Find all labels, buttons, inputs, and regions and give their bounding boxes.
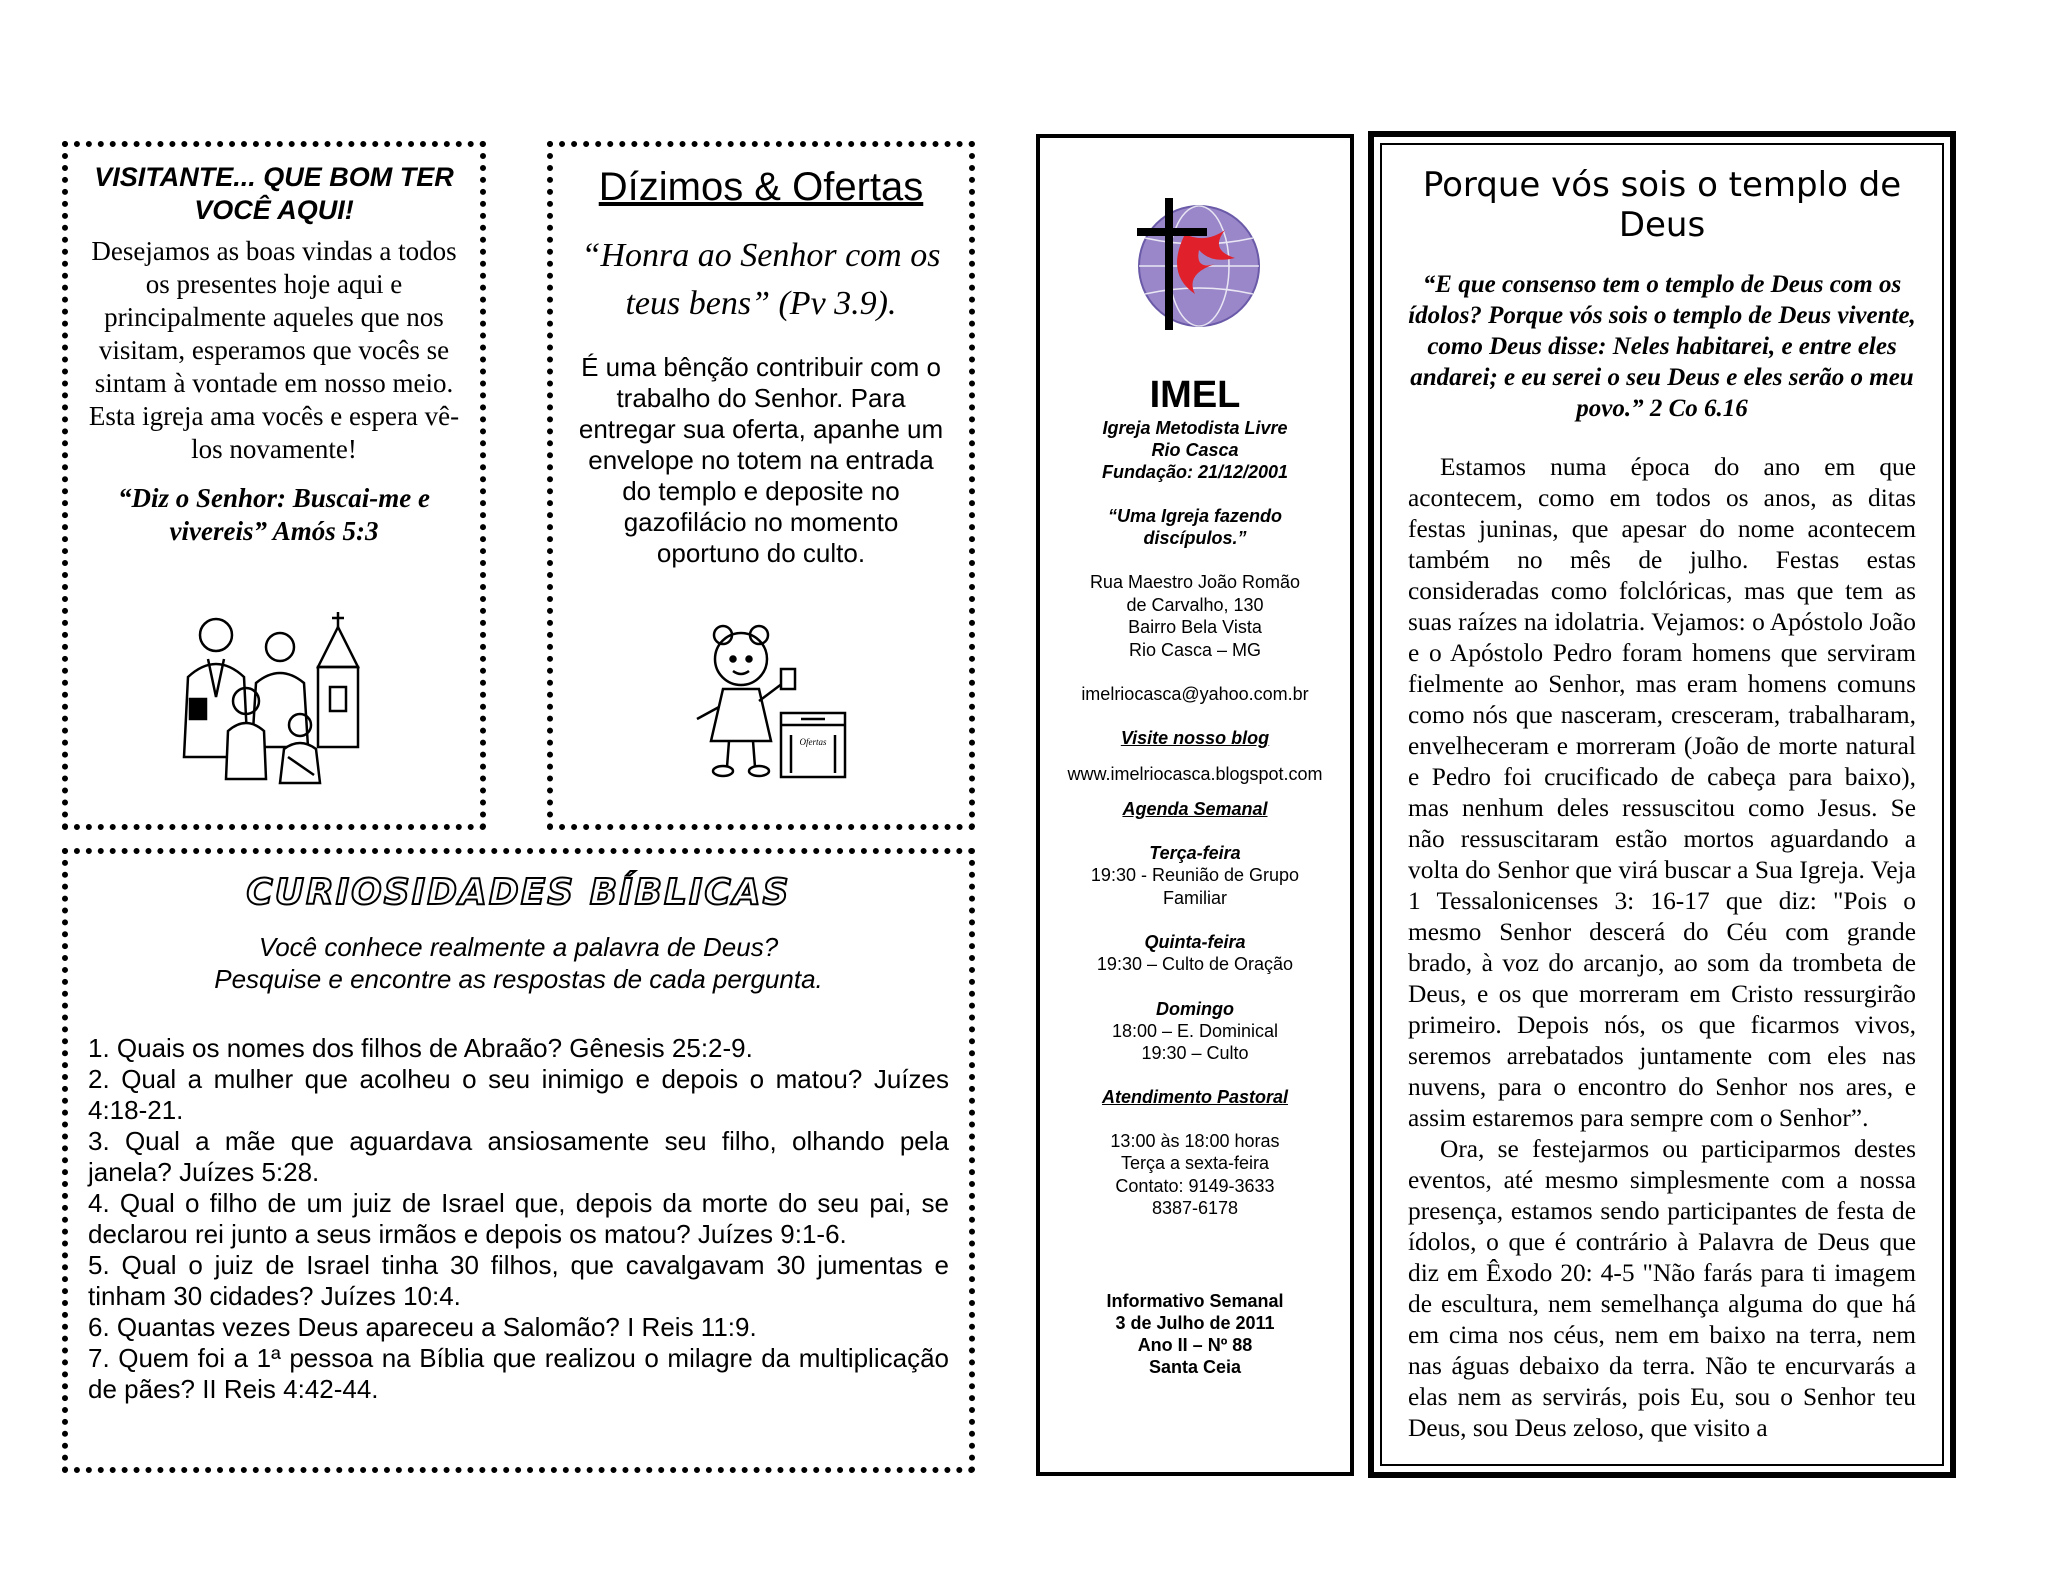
trivia-question: 6. Quantas vezes Deus apareceu a Salomão? I Reis 11:9. [88,1312,757,1342]
offering-box-label: Ofertas [799,737,827,747]
bulletin-issue: Ano II – Nº 88 [1137,1334,1253,1355]
address-line-1: Rua Maestro João Romão [1089,572,1301,592]
address-line-2: de Carvalho, 130 [1126,594,1264,615]
family-church-illustration [168,607,378,787]
bible-trivia-box [62,848,975,1473]
tithes-verse: “Honra ao Senhor com os teus bens” (Pv 3.9). [581,237,941,322]
thursday-label: Quinta-feira [1144,932,1246,952]
pastoral-contact-2: 8387-6178 [1151,1198,1239,1218]
trivia-question: 1. Quais os nomes dos filhos de Abraão? Gênesis 25:2-9. [88,1033,753,1063]
visitor-verse: “Diz o Senhor: Buscai-me e vivereis” Amós 5:3 [117,483,431,546]
bulletin-date: 3 de Julho de 2011 [1115,1312,1275,1333]
tuesday-event-line-1: 19:30 - Reunião de Grupo [1090,865,1300,885]
church-logo-icon [1125,194,1265,334]
address-line-4: Rio Casca – MG [1128,639,1262,660]
tuesday-event-line-2: Familiar [1162,887,1227,908]
pastoral-days: Terça a sexta-feira [1120,1153,1270,1173]
trivia-intro-line-2: Pesquise e encontre as respostas de cada pergunta. [214,964,823,994]
tithes-box [547,141,975,830]
church-founded: Fundação: 21/12/2001 [1101,462,1289,482]
trivia-question: 2. Qual a mulher que acolheu o seu inimigo e depois o matou? Juízes 4:18-21. [88,1064,949,1125]
trivia-intro-line-1: Você conhece realmente a palavra de Deus? [258,932,779,962]
tithes-title: Dízimos & Ofertas [598,165,924,209]
pastoral-hours: 13:00 às 18:00 horas [1110,1130,1280,1151]
bulletin-occasion: Santa Ceia [1148,1356,1242,1377]
trivia-question-list [88,1033,949,1405]
article-paragraph-2: Ora, se festejarmos ou participarmos destes eventos, até mesmo simplesmente com a nossa presença, estamos sendo participantes de festa de ídolos, o que é contrário à Palavra de Deus que diz em Êxodo 20: 4-5 "Não farás para ti imagem de escultura, nem semelhança alguma do que há em cima nos céus, nem em baixo na terra, nem nas águas debaixo da terra. Não te encurvarás a elas nem as servirás, pois Eu, sou o Senhor teu Deus, sou Deus zeloso, que visito a [1408,1135,1916,1442]
article-paragraph-1: Estamos numa época do ano em que acontecem, como em todos os anos, as ditas festas juninas, que apesar do nome acontecem também no mês de julho. Festas estas consideradas como folclóricas, mas que tem as suas raízes na idolatria. Vejamos: o Apóstolo João e o Apóstolo Pedro foram homens que serviram fielmente ao Senhor, mas eram homens comuns como nós que nasceram, cresceram, trabalharam, envelheceram e morreram (João de morte natural e Pedro foi crucificado de cabeça para baixo), mas nenhum deles ressuscitou como Jesus. Se não ressuscitaram estão mortos aguardando a volta do Senhor que virá buscar a Sua Igreja. Veja 1 Tessalonicenses 3: 16-17 que diz: "Pois o mesmo Senhor descerá do Céu com grande brado, à voz do arcanjo, ao som da trombeta de Deus, e os que morreram em Cristo ressurgirão primeiro. Depois nós, os que ficarmos vivos, seremos arrebatados juntamente com eles nas nuvens, para o encontro do Senhor nos ares, e assim estaremos para sempre com o Senhor”. [1408,453,1916,1132]
trivia-question: 5. Qual o juiz de Israel tinha 30 filhos, que cavalgavam 30 jumentas e tinham 30 cidades? Juízes 10:4. [88,1250,949,1311]
church-motto-line-1: “Uma Igreja fazendo [1107,506,1283,526]
temple-article-frame [1368,131,1956,1478]
sunday-label: Domingo [1156,998,1234,1019]
trivia-question: 7. Quem foi a 1ª pessoa na Bíblia que realizou o milagre da multiplicação de pães? II Reis 4:42-44. [88,1343,949,1404]
agenda-label: Agenda Semanal [1122,799,1268,819]
trivia-title: CURIOSIDADES BÍBLICAS [246,872,791,913]
visitor-welcome-text: Desejamos as boas vindas a todos os presentes hoje aqui e principalmente aqueles que nos visitam, esperamos que vocês se sintam à vontade em nosso meio. Esta igreja ama vocês e espera vê-los novamente! [88,236,460,464]
trivia-question: 4. Qual o filho de um juiz de Israel que, depois da morte do seu pai, se declarou rei junto a seus irmãos e depois os matou? Juízes 9:1-6. [88,1188,949,1249]
trivia-intro [88,931,949,995]
sunday-event-line-1: 18:00 – E. Dominical [1111,1020,1279,1041]
article-verse: “E que consenso tem o templo de Deus com os ídolos? Porque vós sois o templo de Deus vivente, como Deus disse: Neles habitarei, e entre eles andarei; e eu serei o seu Deus e eles serão o meu povo.” 2 Co 6.16 [1408,271,1916,422]
girl-offering-illustration [683,617,853,787]
church-info-panel [1036,134,1354,1476]
church-name: Igreja Metodista Livre [1102,418,1288,438]
church-email: imelriocasca@yahoo.com.br [1081,684,1309,704]
visitor-title: VISITANTE... QUE BOM TER VOCÊ AQUI! [94,162,454,225]
thursday-event: 19:30 – Culto de Oração [1096,954,1294,974]
church-motto-line-2: discípulos.” [1143,528,1247,548]
article-title: Porque vós sois o templo de Deus [1422,165,1902,245]
tithes-body-text: É uma bênção contribuir com o trabalho do Senhor. Para entregar sua oferta, apanhe um envelope no totem na entrada do templo e deposite no gazofilácio no momento oportuno do culto. [578,352,944,568]
sunday-event-line-2: 19:30 – Culto [1141,1043,1249,1063]
bulletin-title: Informativo Semanal [1106,1290,1284,1311]
trivia-question: 3. Qual a mãe que aguardava ansiosamente seu filho, olhando pela janela? Juízes 5:28. [88,1126,949,1187]
blog-url: www.imelriocasca.blogspot.com [1067,763,1323,784]
visitor-box [62,141,486,830]
pastoral-label: Atendimento Pastoral [1101,1086,1289,1107]
address-line-3: Bairro Bela Vista [1128,617,1262,637]
blog-label: Visite nosso blog [1120,727,1270,748]
tuesday-label: Terça-feira [1149,843,1241,863]
pastoral-contact: Contato: 9149-3633 [1115,1175,1275,1196]
temple-article [1380,143,1944,1466]
church-acronym: IMEL [1149,374,1241,416]
church-city: Rio Casca [1151,440,1239,460]
